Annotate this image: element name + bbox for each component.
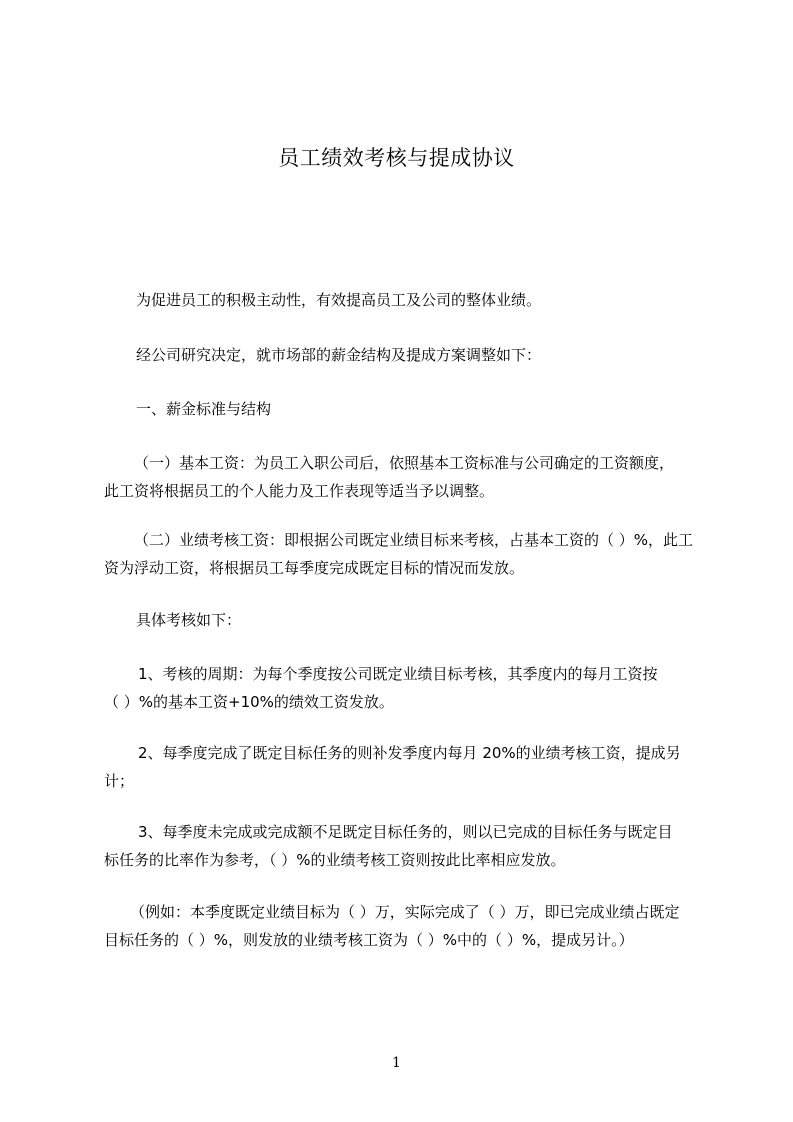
paragraph-line: 资为浮动工资，将根据员工每季度完成既定目标的情况而发放。 [104, 559, 525, 577]
paragraph-line: 经公司研究决定，就市场部的薪金结构及提成方案调整如下： [136, 346, 542, 364]
section-heading-salary [104, 395, 710, 423]
paragraph-line: 2、每季度完成了既定目标任务的则补发季度内每月 20%的业绩考核工资，提成另 [138, 744, 681, 762]
paragraph-line: 为促进员工的积极主动性，有效提高员工及公司的整体业绩。 [136, 291, 542, 309]
paragraph-decision [104, 341, 710, 369]
paragraph-line: 计； [104, 772, 135, 790]
page-number: 1 [392, 1055, 401, 1071]
paragraph-line: 1、考核的周期：为每个季度按公司既定业绩目标考核，其季度内的每月工资按 [138, 665, 658, 683]
paragraph-item-2 [104, 739, 710, 795]
paragraph-line: （一）基本工资：为员工入职公司后，依照基本工资标准与公司确定的工资额度， [134, 454, 675, 472]
paragraph-item-3 [104, 818, 710, 874]
paragraph-intro [104, 286, 710, 314]
paragraph-line: （二）业绩考核工资：即根据公司既定业绩目标来考核，占基本工资的（ ）%，此工 [134, 531, 694, 549]
paragraph-item-1 [104, 660, 710, 716]
paragraph-performance-salary [104, 526, 710, 582]
paragraph-assessment-intro [104, 606, 710, 634]
paragraph-line: （例如：本季度既定业绩目标为（ ）万，实际完成了（ ）万，即已完成业绩占既定 [130, 903, 680, 921]
paragraph-line: 此工资将根据员工的个人能力及工作表现等适当予以调整。 [104, 482, 495, 500]
page-title: 员工绩效考核与提成协议 [278, 146, 515, 170]
paragraph-example [104, 898, 710, 954]
paragraph-base-salary [104, 449, 710, 505]
paragraph-line: （ ）%的基本工资+10%的绩效工资发放。 [104, 693, 394, 711]
paragraph-line: 具体考核如下： [136, 611, 242, 629]
paragraph-line: 3、每季度未完成或完成额不足既定目标任务的，则以已完成的目标任务与既定目 [138, 823, 673, 841]
paragraph-line: 目标任务的（ ）%，则发放的业绩考核工资为（ ）%中的（ ）%，提成另计。） [104, 931, 634, 949]
paragraph-line: 标任务的比率作为参考，（ ）%的业绩考核工资则按此比率相应发放。 [104, 851, 566, 869]
paragraph-line: 一、薪金标准与结构 [136, 400, 272, 418]
